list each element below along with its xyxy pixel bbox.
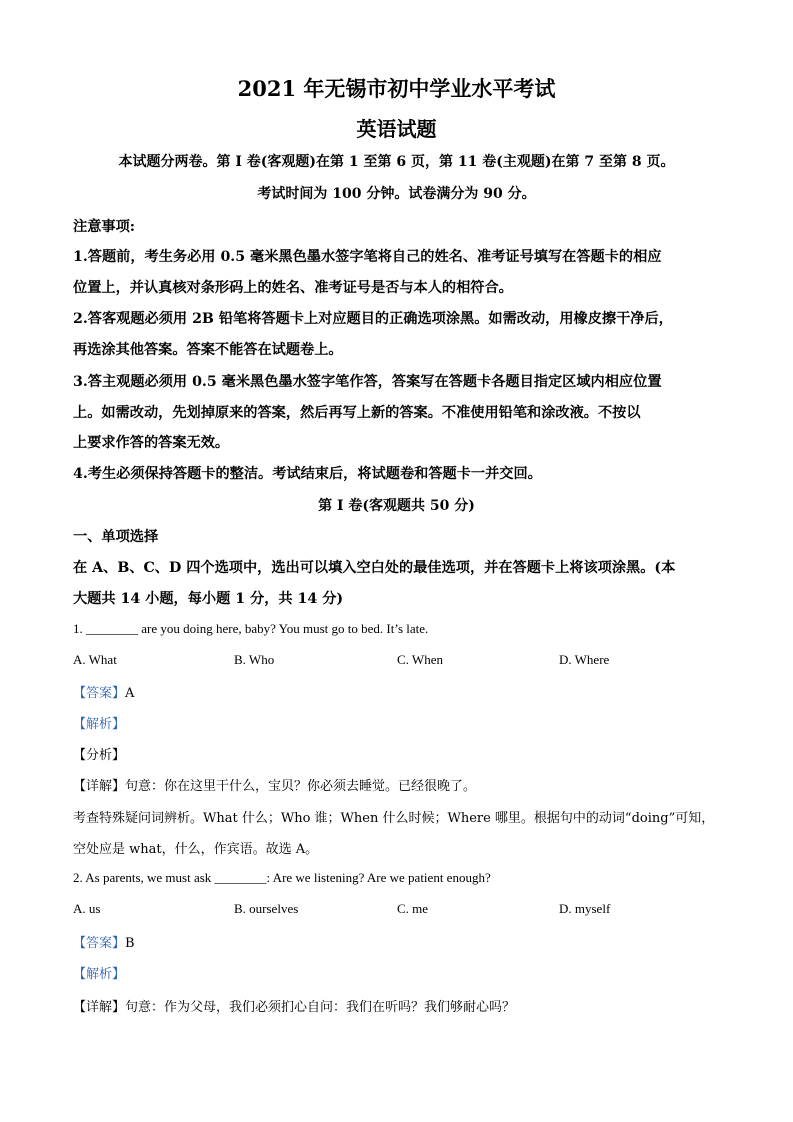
note-2-line-2: 再选涂其他答案。答案不能答在试题卷上。 bbox=[73, 342, 343, 358]
question-2-option-b: B. ourselves bbox=[234, 901, 299, 916]
notes-heading: 注意事项: bbox=[73, 219, 135, 235]
question-2-stem: 2. As parents, we must ask ________: Are we listening? Are we patient enough? bbox=[73, 870, 491, 885]
question-2-option-a: A. us bbox=[73, 901, 101, 916]
note-2-line-1: 2.答客观题必须用 2B 铅笔将答题卡上对应题目的正确选项涂黑。如需改动，用橡皮擦干净后， bbox=[73, 311, 673, 327]
note-4: 4.考生必须保持答题卡的整洁。考试结束后，将试题卷和答题卡一并交回。 bbox=[73, 466, 542, 482]
answer-value: B bbox=[125, 936, 135, 951]
question-1-fenxi-tag: 【分析】 bbox=[73, 748, 126, 763]
question-1-explanation-line-2: 空处应是 what，什么，作宾语。故选 A。 bbox=[73, 842, 319, 857]
question-1-stem: 1. ________ are you doing here, baby? You must go to bed. It’s late. bbox=[73, 621, 429, 636]
answer-tag: 【答案】 bbox=[73, 936, 126, 951]
page-title: 2021 年无锡市初中学业水平考试 bbox=[237, 76, 556, 101]
question-2-option-d: D. myself bbox=[559, 901, 611, 916]
question-1-option-a: A. What bbox=[73, 652, 117, 667]
note-1-line-2: 位置上，并认真核对条形码上的姓名、准考证号是否与本人的相符合。 bbox=[73, 280, 513, 296]
page-subtitle: 英语试题 bbox=[356, 117, 437, 141]
instructions-line-1: 在 A、B、C、D 四个选项中，选出可以填入空白处的最佳选项，并在答题卡上将该项涂黑。(本 bbox=[73, 560, 676, 576]
question-1-answer bbox=[73, 682, 134, 701]
instructions-line-2: 大题共 14 小题，每小题 1 分，共 14 分) bbox=[73, 591, 344, 607]
part-heading: 一、单项选择 bbox=[73, 529, 159, 545]
question-2-answer bbox=[73, 932, 135, 951]
question-1-explanation-line-1: 考查特殊疑问词辨析。What 什么；Who 谁；When 什么时候；Where 哪里。根据句中的动词“doing”可知， bbox=[73, 811, 715, 826]
note-1-line-1: 1.答题前，考生务必用 0.5 毫米黑色墨水签字笔将自己的姓名、准考证号填写在答题卡的相应 bbox=[73, 249, 662, 265]
note-3-line-1: 3.答主观题必须用 0.5 毫米黑色墨水签字笔作答，答案写在答题卡各题目指定区域内相应位置 bbox=[73, 374, 662, 390]
note-3-line-3: 上要求作答的答案无效。 bbox=[73, 435, 230, 451]
question-1-detail bbox=[73, 775, 476, 794]
detail-text: 句意：作为父母，我们必须扪心自问：我们在听吗？我们够耐心吗？ bbox=[125, 1000, 516, 1015]
question-1-option-b: B. Who bbox=[234, 652, 275, 667]
detail-tag: 【详解】 bbox=[73, 779, 126, 794]
detail-text: 句意：你在这里干什么，宝贝？你必须去睡觉。已经很晚了。 bbox=[125, 779, 477, 794]
detail-tag: 【详解】 bbox=[73, 1000, 126, 1015]
question-2-option-c: C. me bbox=[397, 901, 429, 916]
question-1-jiexi-tag: 【解析】 bbox=[73, 717, 126, 732]
question-2-detail bbox=[73, 996, 515, 1015]
answer-tag: 【答案】 bbox=[73, 686, 126, 701]
note-3-line-2: 上。如需改动，先划掉原来的答案，然后再写上新的答案。不准使用铅笔和涂改液。不按以 bbox=[73, 405, 641, 421]
question-2-jiexi-tag: 【解析】 bbox=[73, 967, 126, 982]
exam-info-pages: 本试题分两卷。第 I 卷(客观题)在第 1 至第 6 页，第 11 卷(主观题)在第 7 至第 8 页。 bbox=[118, 154, 675, 170]
exam-info-time: 考试时间为 100 分钟。试卷满分为 90 分。 bbox=[257, 186, 536, 202]
question-1-option-c: C. When bbox=[397, 652, 443, 667]
question-1-option-d: D. Where bbox=[559, 652, 610, 667]
volume-heading: 第 I 卷(客观题共 50 分) bbox=[318, 498, 475, 514]
answer-value: A bbox=[125, 686, 135, 701]
